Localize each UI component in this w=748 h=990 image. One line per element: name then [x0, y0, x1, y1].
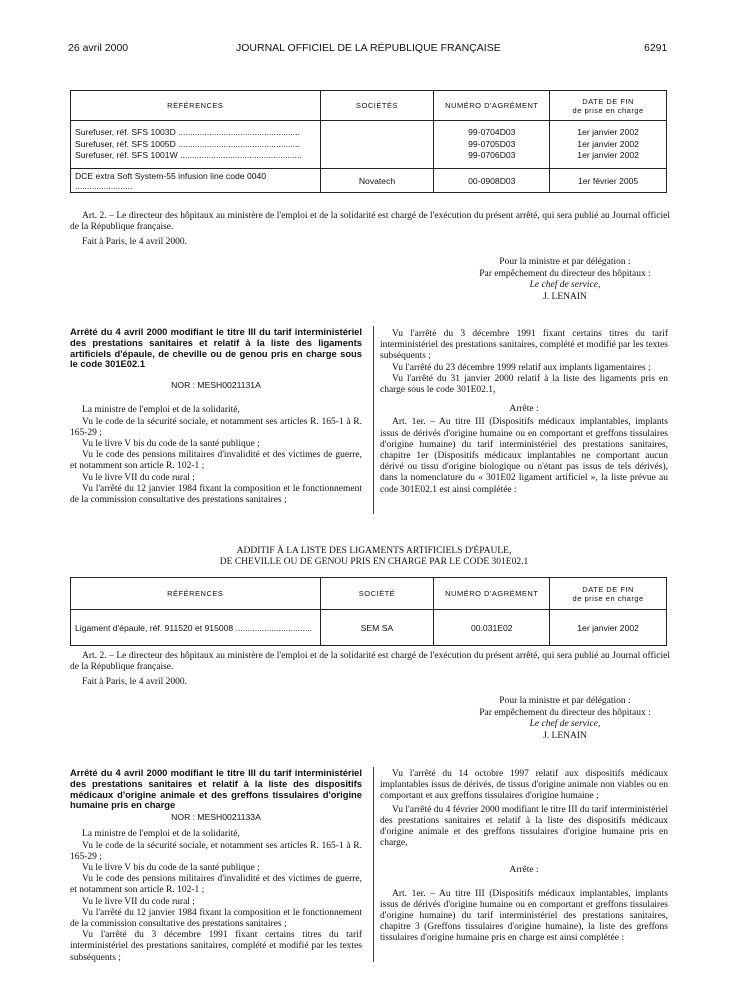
- journal-title: JOURNAL OFFICIEL DE LA RÉPUBLIQUE FRANÇAISE: [236, 42, 501, 54]
- fait-a-paris: Fait à Paris, le 4 avril 2000.: [82, 237, 188, 247]
- cell-societe: Novatech: [320, 169, 434, 193]
- cell-ref: Surefuser, réf. SFS 1005D ...................................................: [75, 138, 300, 149]
- cell-numero: 99-0705D03: [468, 138, 516, 149]
- visa-paragraph: Vu le livre VII du code rural ;: [82, 896, 195, 907]
- page-number: 6291: [644, 42, 668, 54]
- col-header-date-line2: de prise en charge: [572, 105, 644, 115]
- visa-paragraph: Vu le code des pensions militaires d'invalidité et des victimes de guerre, et notamment son article R. 102-1 ;: [70, 874, 362, 896]
- signature-line: Le chef de service,: [529, 719, 601, 729]
- table-row: [71, 169, 667, 193]
- cell-ref: Surefuser, réf. SFS 1003D ...................................................: [75, 127, 300, 138]
- visa-paragraph: Vu le livre V bis du code de la santé publique ;: [82, 439, 260, 449]
- cell-numero: 99-0704D03: [468, 127, 516, 138]
- visa-paragraph: Vu l'arrêté du 31 janvier 2000 relatif à la liste des ligaments pris en charge sous le code 301E02.1,: [380, 373, 668, 396]
- cell-date: 1er février 2005: [550, 169, 667, 193]
- signature-name: J. LENAIN: [543, 730, 587, 741]
- col-header-numero: NUMÉRO D'AGRÉMENT: [434, 578, 550, 610]
- visa-paragraph: Vu l'arrêté du 3 décembre 1991 fixant certains titres du tarif interministériel des prestations sanitaires, complété et modifié par les textes subséquents ;: [380, 329, 668, 362]
- header-date: 26 avril 2000: [68, 42, 129, 54]
- cell-numero: 99-0706D03: [468, 150, 516, 161]
- addendum-title-line: ADDITIF À LA LISTE DES LIGAMENTS ARTIFICIELS D'ÉPAULE,: [236, 546, 512, 556]
- cell-ref: Ligament d'épaule, réf. 911520 et 915008 ................................: [71, 610, 321, 646]
- visa-paragraph: La ministre de l'emploi et de la solidarité,: [82, 829, 240, 840]
- cell-date: 1er janvier 2002: [577, 150, 639, 161]
- arrete1-left-column: [70, 327, 362, 506]
- visa-paragraph: Vu l'arrêté du 14 octobre 1997 relatif aux dispositifs médicaux implantables issus de dérivés, de tissus d'origine animale non viables ou en comportant et aux greffons tissulaires d'origine humaine ;: [380, 769, 668, 802]
- article-1-text: Art. 1er. – Au titre III (Dispositifs médicaux implantables, implants issus de dérivés d'origine humaine ou en comportant et greffons tissulaires d'origine humaine) du tarif interministériel des prestations sanitaires, chapitre 3 (Greffons tissulaires d'origine humaine), la liste des greffons tissulaires d'origine humaine pris en charge est ainsi complétée :: [380, 888, 668, 944]
- arrete2-right-column: [380, 769, 668, 945]
- arrete2-title: Arrêté du 4 avril 2000 modifiant le titre III du tarif interministériel des prestations sanitaires et relatif à la liste des dispositifs médicaux d'origine animale et des greffons tissulaires d'origine humaine pris en charge: [70, 767, 362, 811]
- signature-line: Pour la ministre et par délégation :: [499, 257, 631, 267]
- cell-numero: 00-0908D03: [434, 169, 550, 193]
- col-header-date: [550, 91, 667, 121]
- cell-date: 1er janvier 2002: [577, 127, 639, 138]
- cell-date: 1er janvier 2002: [577, 138, 639, 149]
- visa-paragraph: Vu le code de la sécurité sociale, et notamment ses articles R. 165-1 à R. 165-29 ;: [70, 840, 362, 862]
- visa-paragraph: Vu l'arrêté du 3 décembre 1991 fixant certains titres du tarif interministériel des prestations sanitaires, complété et modifié par les textes subséquents ;: [70, 930, 362, 963]
- column-divider: [373, 767, 374, 962]
- col-header-date-line1: DATE DE FIN: [582, 584, 634, 594]
- table-row: [71, 121, 667, 169]
- col-header-numero: NUMÉRO D'AGRÉMENT: [434, 91, 550, 121]
- col-header-date: [550, 578, 667, 610]
- fait-a-paris: Fait à Paris, le 4 avril 2000.: [82, 677, 188, 687]
- arrete-keyword: Arrête :: [509, 404, 539, 415]
- col-header-references: RÉFÉRENCES: [71, 578, 321, 610]
- arrete1-right-column: [380, 329, 668, 496]
- visa-paragraph: Vu le livre V bis du code de la santé publique ;: [82, 863, 260, 873]
- col-header-societe: SOCIÉTÉ: [320, 578, 434, 610]
- signature-name: J. LENAIN: [543, 291, 587, 302]
- col-header-societes: SOCIÉTÉS: [320, 91, 434, 121]
- col-header-date-line2: de prise en charge: [572, 593, 644, 603]
- arrete-keyword: Arrête :: [509, 865, 539, 876]
- visa-paragraph: Vu le code des pensions militaires d'invalidité et des victimes de guerre, et notamment son article R. 102-1 ;: [70, 450, 362, 472]
- cell-societe: SEM SA: [320, 610, 434, 646]
- signature-line: Par empêchement du directeur des hôpitaux :: [479, 707, 651, 718]
- article-2-text: Art. 2. – Le directeur des hôpitaux au ministère de l'emploi et de la solidarité est chargé de l'exécution du présent arrêté, qui sera publié au Journal officiel de la République française.: [70, 211, 670, 233]
- table-row: [71, 610, 667, 646]
- arrete2-left-column: [70, 768, 362, 964]
- cell-ref: DCE extra Soft System-55 infusion line code 0040 ........................: [71, 169, 321, 193]
- visa-paragraph: La ministre de l'emploi et de la solidarité,: [82, 405, 240, 416]
- col-header-references: RÉFÉRENCES: [71, 91, 321, 121]
- table-header-row: [71, 91, 667, 121]
- table-agrements-1: [70, 90, 667, 193]
- visa-paragraph: Vu l'arrêté du 4 février 2000 modifiant le titre III du tarif interministériel des prestations sanitaires et relatif à la liste des dispositifs médicaux d'origine animale et des greffons tissulaires d'origine humaine pris en charge,: [380, 804, 669, 849]
- signature-line: Le chef de service,: [529, 280, 601, 290]
- cell-societe: [320, 121, 434, 169]
- cell-date: 1er janvier 2002: [550, 610, 667, 646]
- arrete2-nor: NOR : MESH0021133A: [171, 812, 261, 823]
- visa-paragraph: Vu le livre VII du code rural ;: [82, 472, 195, 483]
- cell-ref: Surefuser, réf. SFS 1001W ...................................................: [75, 150, 302, 161]
- signature-block: [440, 696, 690, 742]
- column-divider: [373, 326, 374, 514]
- addendum-title-line: DE CHEVILLE OU DE GENOU PRIS EN CHARGE PAR LE CODE 301E02.1: [219, 557, 529, 567]
- signature-line: Par empêchement du directeur des hôpitaux :: [479, 268, 651, 279]
- cell-numero: 00.031E02: [434, 610, 550, 646]
- arrete1-nor: NOR : MESH0021131A: [171, 380, 261, 391]
- visa-paragraph: Vu l'arrêté du 12 janvier 1984 fixant la composition et le fonctionnement de la commission consultative des prestations sanitaires ;: [70, 483, 362, 506]
- arrete1-title: Arrêté du 4 avril 2000 modifiant le titre III du tarif interministériel des prestations sanitaires et relatif à la liste des ligaments artificiels d'épaule, de cheville ou de genou pris en charge sous le code 301E02.1: [70, 326, 362, 370]
- visa-paragraph: Vu l'arrêté du 23 décembre 1999 relatif aux implants ligamentaires ;: [392, 362, 651, 373]
- article-1-text: Art. 1er. – Au titre III (Dispositifs médicaux implantables, implants issus de dérivés d'origine humaine ou en comportant et greffons tissulaires d'origine humaine) du tarif interministériel des prestations sanitaires, chapitre 1er (Dispositifs médicaux implantables ne comportant aucun dérivé ou tissu d'origine biologique ou n'étant pas issus de tels dérivés), dans la nomenclature du « 301E02 ligament artificiel », la liste prévue au code 301E02.1 est ainsi complétée :: [380, 417, 668, 495]
- addendum-title: [150, 546, 598, 568]
- table-header-row: [71, 578, 667, 610]
- col-header-date-line1: DATE DE FIN: [582, 96, 634, 106]
- visa-paragraph: Vu l'arrêté du 12 janvier 1984 fixant la composition et le fonctionnement de la commission consultative des prestations sanitaires ;: [70, 907, 362, 930]
- signature-line: Pour la ministre et par délégation :: [499, 696, 631, 706]
- visa-paragraph: Vu le code de la sécurité sociale, et notamment ses articles R. 165-1 à R. 165-29 ;: [70, 416, 362, 438]
- table-agrements-2: [70, 577, 667, 646]
- article-2-text: Art. 2. – Le directeur des hôpitaux au ministère de l'emploi et de la solidarité est chargé de l'exécution du présent arrêté, qui sera publié au Journal officiel de la République française.: [70, 651, 670, 673]
- signature-block: [440, 257, 690, 303]
